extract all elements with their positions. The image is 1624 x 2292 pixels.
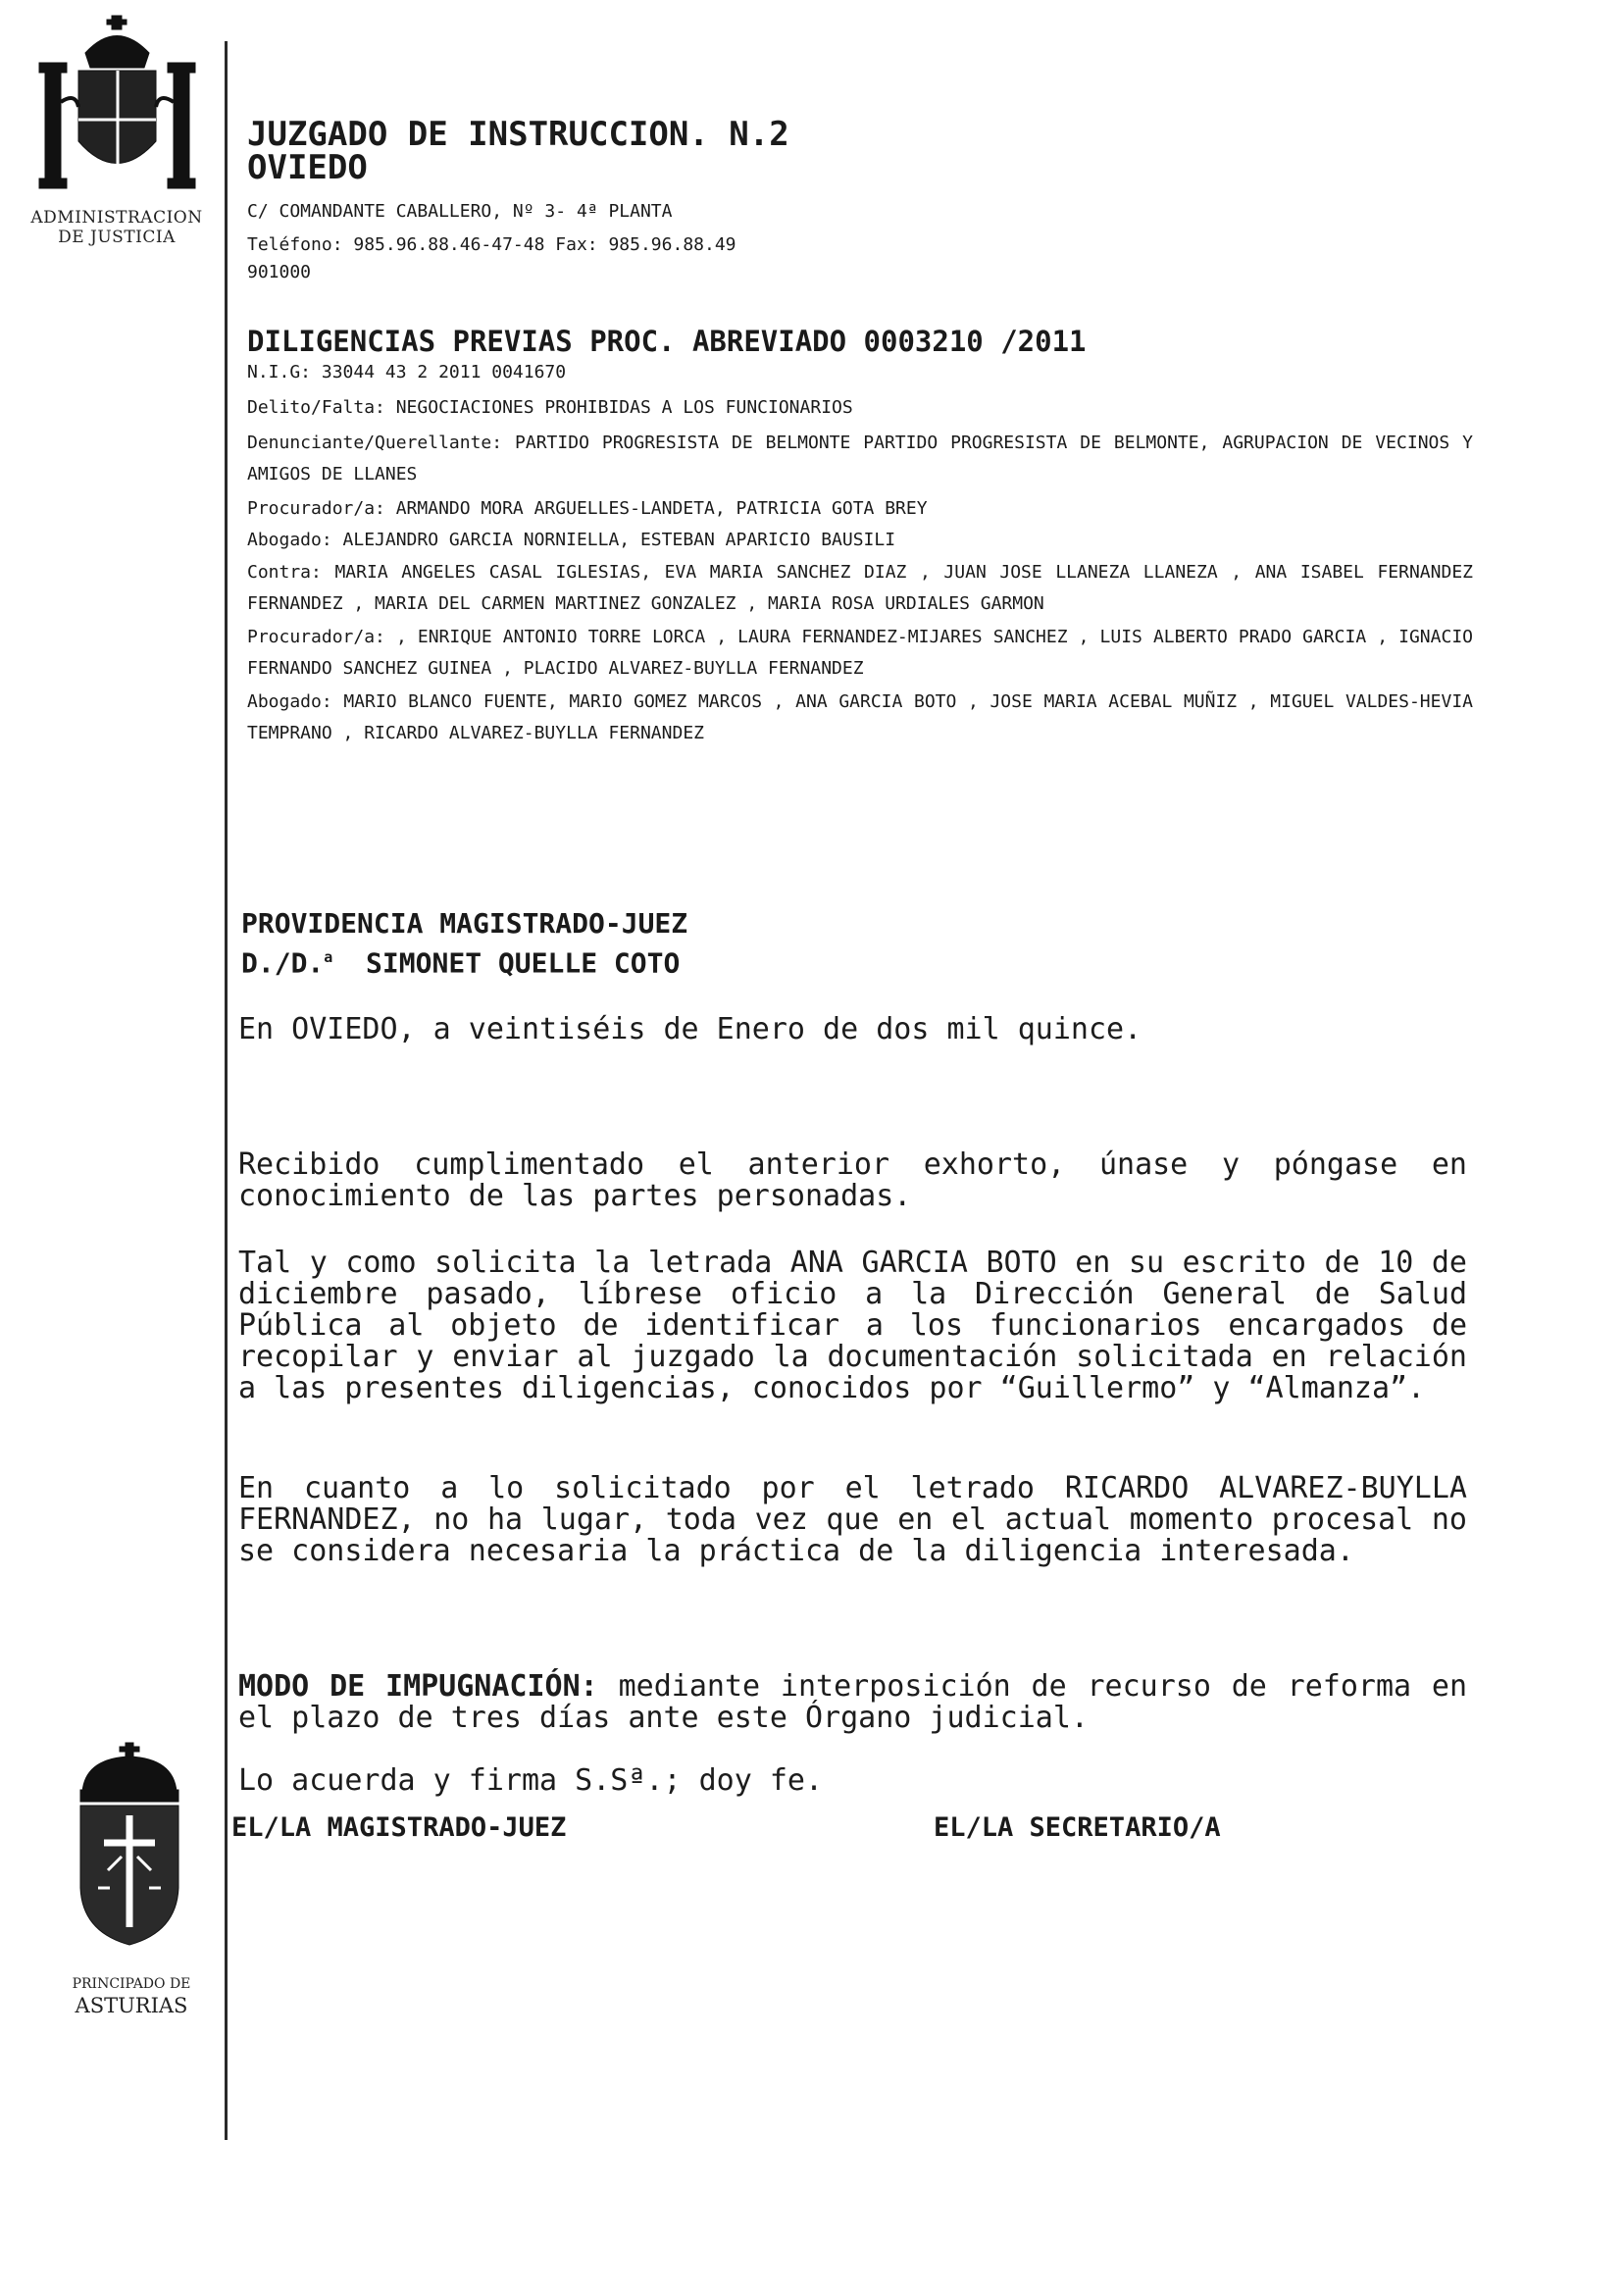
impugnacion-paragraph	[238, 1671, 1467, 1734]
court-code: 901000	[247, 262, 312, 282]
court-title	[247, 115, 789, 187]
administracion-justicia-logo	[14, 14, 220, 249]
providencia-title	[241, 907, 687, 980]
asturias-coat-of-arms-icon	[71, 1741, 188, 1947]
judge-name: SIMONET QUELLE COTO	[366, 946, 681, 980]
margin-rule	[225, 41, 228, 2140]
case-contra: Contra: MARIA ANGELES CASAL IGLESIAS, EVA MARIA SANCHEZ DIAZ , JUAN JOSE LLANEZA LLANEZA , ANA ISABEL FERNANDEZ FERNANDEZ , MARIA DEL CARMEN MARTINEZ GONZALEZ , MARIA ROSA URDIALES GARMON	[247, 562, 1473, 614]
signature-judge: EL/LA MAGISTRADO-JUEZ	[231, 1812, 567, 1843]
judge-line	[241, 941, 687, 980]
paragraph-3: En cuanto a lo solicitado por el letrado RICARDO ALVAREZ-BUYLLA FERNANDEZ, no ha lugar, toda vez que en el actual momento procesal no se considera necesaria la práctica de la diligencia interesada.	[238, 1471, 1467, 1568]
impugnacion-label: MODO DE IMPUGNACIÓN:	[238, 1669, 598, 1704]
logo-label-line-2: DE JUSTICIA	[58, 228, 176, 247]
court-name: JUZGADO DE INSTRUCCION. N.2	[247, 115, 789, 154]
court-city: OVIEDO	[247, 148, 368, 187]
judge-sup: a	[324, 948, 333, 966]
date-line: En OVIEDO, a veintiséis de Enero de dos mil quince.	[238, 1012, 1142, 1046]
paragraph-1: Recibido cumplimentado el anterior exhorto, únase y póngase en conocimiento de las partes personadas.	[238, 1147, 1467, 1213]
case-delito: Delito/Falta: NEGOCIACIONES PROHIBIDAS A LOS FUNCIONARIOS	[247, 397, 853, 418]
case-abogado-1: Abogado: ALEJANDRO GARCIA NORNIELLA, ESTEBAN APARICIO BAUSILI	[247, 530, 896, 550]
logo-label-line-2: ASTURIAS	[75, 1994, 188, 2017]
signature-secretary: EL/LA SECRETARIO/A	[934, 1812, 1221, 1843]
case-procurador-2: Procurador/a: , ENRIQUE ANTONIO TORRE LORCA , LAURA FERNANDEZ-MIJARES SANCHEZ , LUIS ALBERTO PRADO GARCIA , IGNACIO FERNANDO SANCHEZ GUINEA , PLACIDO ALVAREZ-BUYLLA FERNANDEZ	[247, 627, 1473, 679]
case-abogado-2: Abogado: MARIO BLANCO FUENTE, MARIO GOMEZ MARCOS , ANA GARCIA BOTO , JOSE MARIA ACEBAL MUÑIZ , MIGUEL VALDES-HEVIA TEMPRANO , RICARDO ALVAREZ-BUYLLA FERNANDEZ	[247, 691, 1473, 743]
case-title: DILIGENCIAS PREVIAS PROC. ABREVIADO 0003210 /2011	[247, 325, 1087, 358]
court-address: C/ COMANDANTE CABALLERO, Nº 3- 4ª PLANTA	[247, 201, 673, 222]
case-nig: N.I.G: 33044 43 2 2011 0041670	[247, 362, 567, 382]
case-denunciante: Denunciante/Querellante: PARTIDO PROGRESISTA DE BELMONTE PARTIDO PROGRESISTA DE BELMONTE, AGRUPACION DE VECINOS Y AMIGOS DE LLANES	[247, 433, 1473, 484]
paragraph-2: Tal y como solicita la letrada ANA GARCIA BOTO en su escrito de 10 de diciembre pasado, líbrese oficio a la Dirección General de Salud Pública al objeto de identificar a los funcionarios encargados de recopilar y enviar al juzgado la documentación solicitada en relación a las presentes diligencias, conocidos por “Guillermo” y “Almanza”.	[238, 1246, 1467, 1405]
court-phone: Teléfono: 985.96.88.46-47-48 Fax: 985.96.88.49	[247, 234, 736, 255]
acuerda-line: Lo acuerda y firma S.Sª.; doy fe.	[238, 1763, 824, 1798]
principado-asturias-logo	[53, 1741, 210, 2035]
impugnacion-text: mediante interposición de recurso de reforma en el plazo de tres días ante este Órgano judicial.	[238, 1669, 1468, 1735]
spain-coat-of-arms-icon	[31, 14, 203, 200]
case-procurador-1: Procurador/a: ARMANDO MORA ARGUELLES-LANDETA, PATRICIA GOTA BREY	[247, 498, 928, 519]
logo-label-line-1: PRINCIPADO DE	[72, 1976, 191, 1992]
logo-label-line-1: ADMINISTRACION	[30, 208, 203, 228]
judge-prefix: D./D.	[241, 946, 325, 980]
providencia-heading: PROVIDENCIA MAGISTRADO-JUEZ	[241, 907, 688, 940]
